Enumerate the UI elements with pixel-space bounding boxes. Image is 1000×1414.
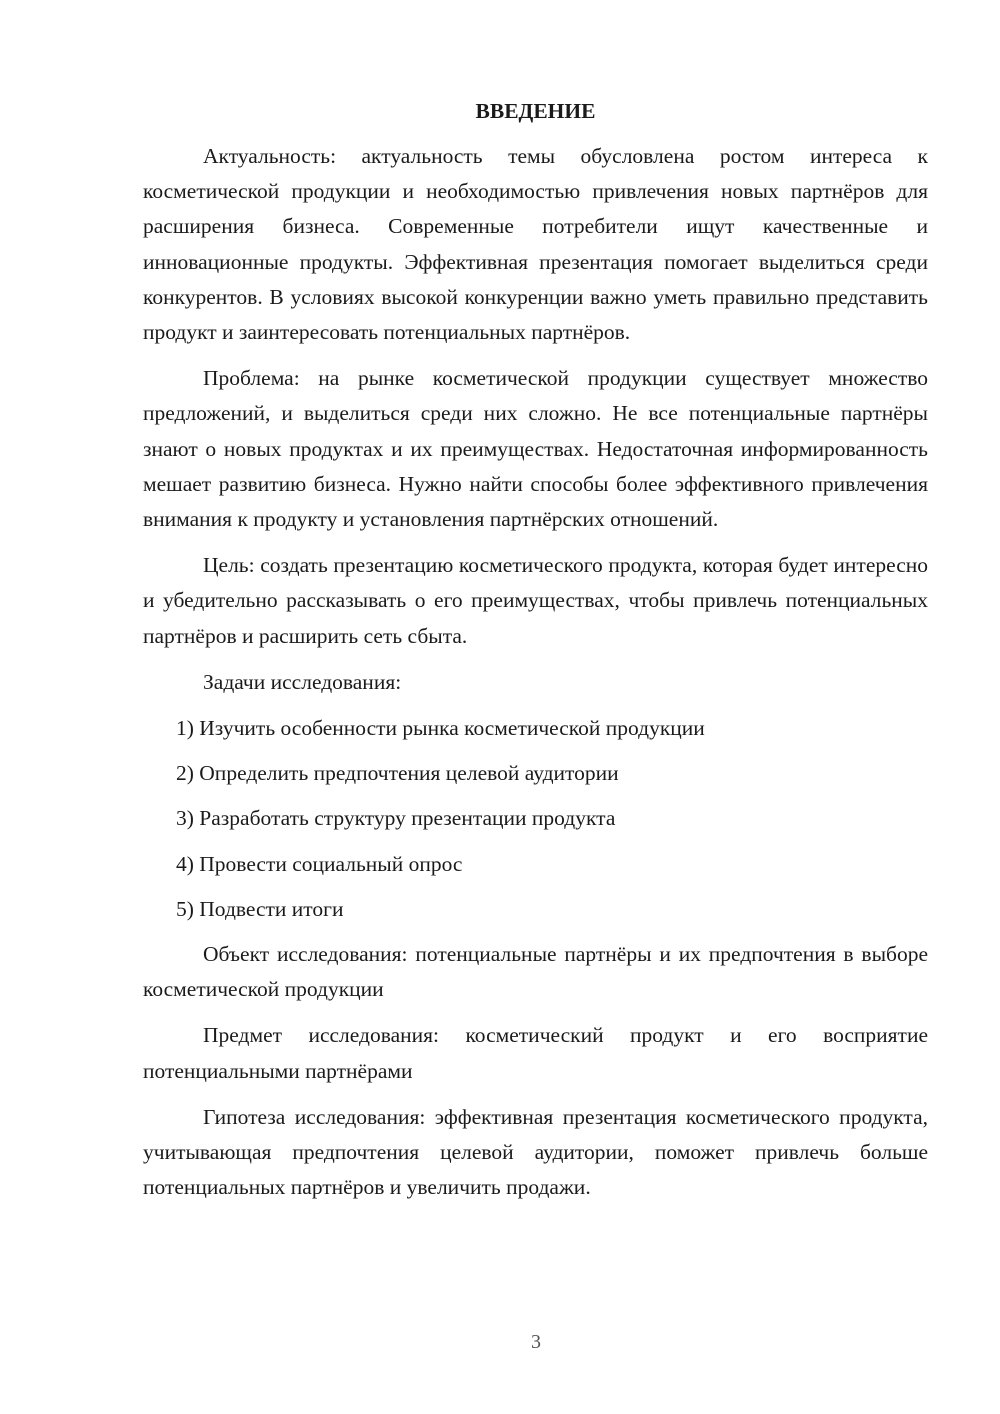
task-item: 2) Определить предпочтения целевой аудитории [176, 761, 619, 786]
document-page [143, 96, 928, 1216]
relevance-paragraph: Актуальность: актуальность темы обусловлена ростом интереса к косметической продукции и необходимостью привлечения новых партнёров для расширения бизнеса. Современные потребители ищут качественные и инновационные продукты. Эффективная презентация помогает выделиться среди конкурентов. В условиях высокой конкуренции важно уметь правильно представить продукт и заинтересовать потенциальных партнёров. [143, 144, 928, 345]
task-item: 4) Провести социальный опрос [176, 851, 463, 876]
task-item: 3) Разработать структуру презентации продукта [176, 806, 616, 831]
tasks-list [143, 711, 928, 927]
hypothesis-paragraph: Гипотеза исследования: эффективная презентация косметического продукта, учитывающая предпочтения целевой аудитории, поможет привлечь больше потенциальных партнёров и увеличить продажи. [143, 1104, 928, 1200]
goal-paragraph: Цель: создать презентацию косметического продукта, которая будет интересно и убедительно рассказывать о его преимуществах, чтобы привлечь потенциальных партнёров и расширить сеть сбыта. [143, 553, 928, 648]
task-item: 5) Подвести итоги [176, 896, 344, 921]
page-number: 3 [531, 1331, 541, 1353]
section-heading: ВВЕДЕНИЕ [475, 99, 596, 123]
problem-paragraph: Проблема: на рынке косметической продукции существует множество предложений, и выделиться среди них сложно. Не все потенциальные партнёры знают о новых продуктах и их преимуществах. Недостаточная информированность мешает развитию бизнеса. Нужно найти способы более эффективного привлечения внимания к продукту и установления партнёрских отношений. [143, 366, 928, 532]
subject-paragraph: Предмет исследования: косметический продукт и его восприятие потенциальными партнёрами [143, 1023, 928, 1083]
tasks-title: Задачи исследования: [203, 669, 402, 694]
object-paragraph: Объект исследования: потенциальные партнёры и их предпочтения в выборе косметической продукции [143, 942, 928, 1002]
task-item: 1) Изучить особенности рынка косметической продукции [176, 716, 705, 741]
